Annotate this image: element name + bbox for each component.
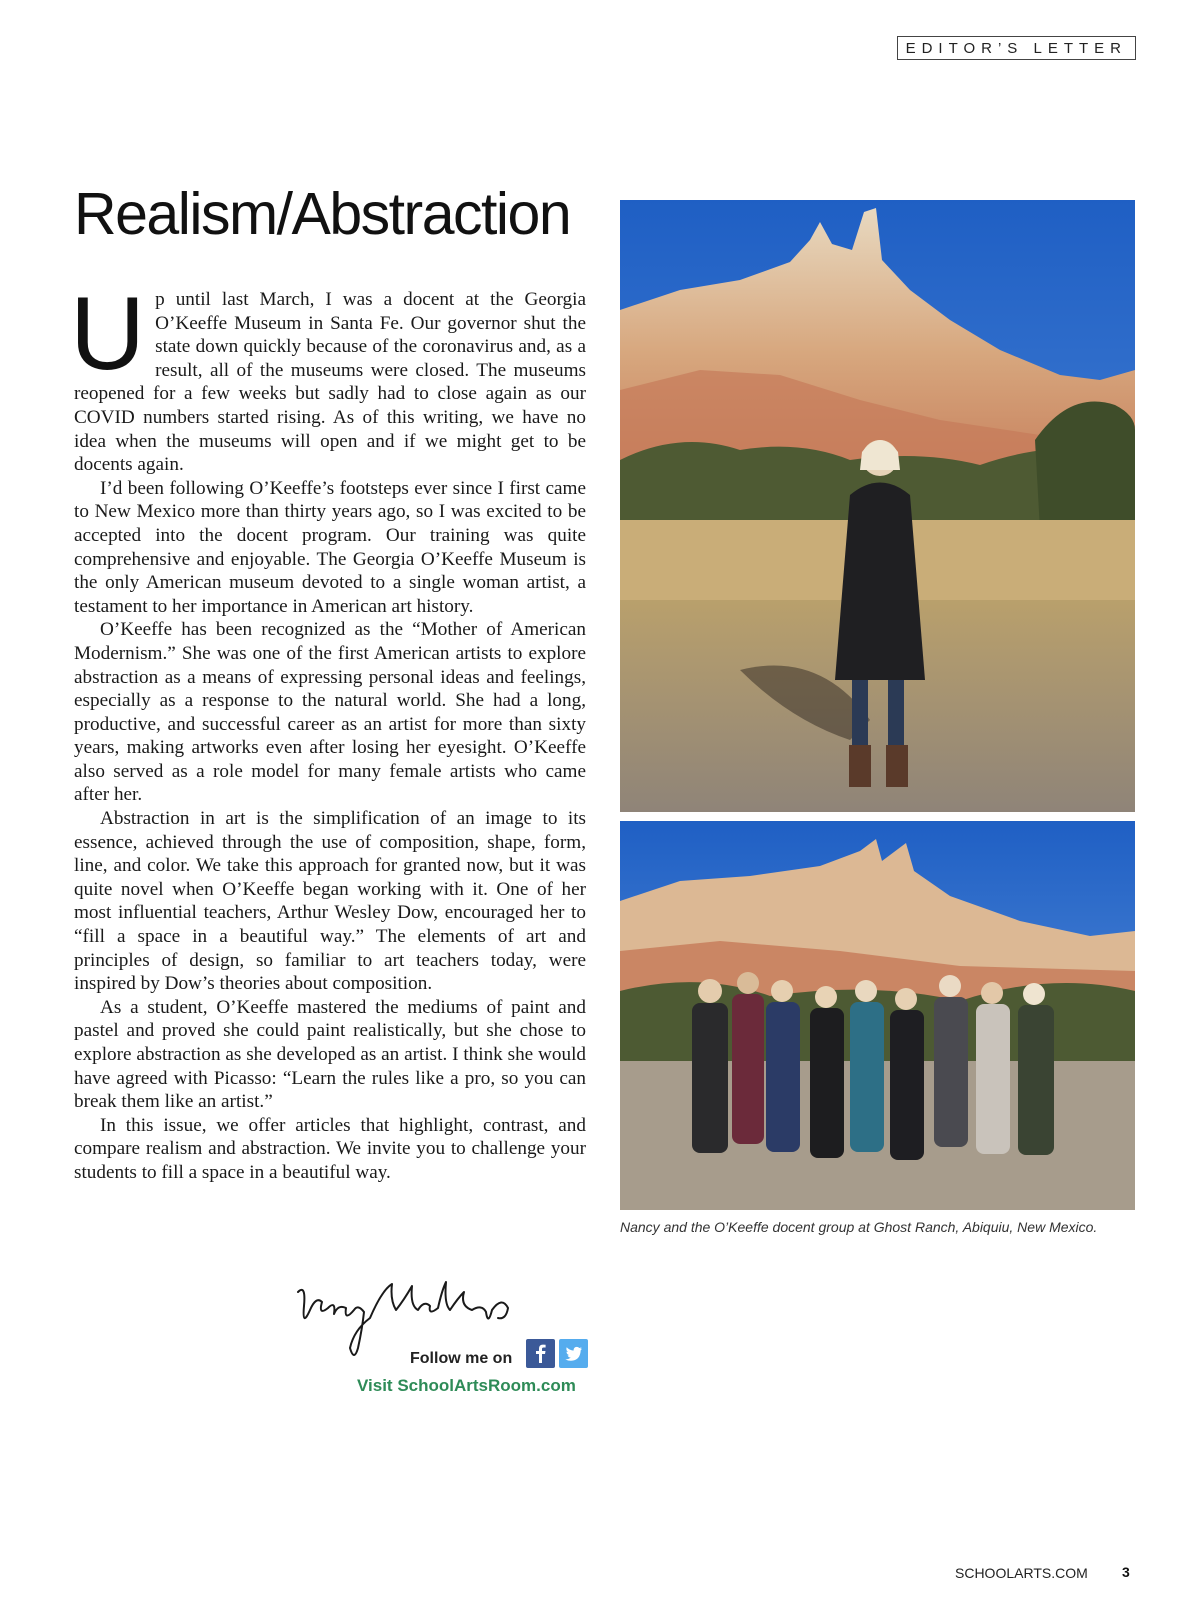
- page-number: 3: [1122, 1564, 1130, 1580]
- paragraph-4: Abstraction in art is the simplification of an image to its essence, achieved through the use of composition, shape, form, line, and color. We take this approach for granted now, but it was quite novel when O’Keeffe began working with it. One of her most influential teachers, Arthur Wesley Dow, encouraged her to “fill a space in a beautiful way.” The elements of art and principles of design, so familiar to art teachers today, were inspired by Dow’s theories about composition.: [74, 808, 586, 995]
- photo-docent-portrait: [620, 200, 1135, 812]
- article-title: Realism/Abstraction: [74, 181, 571, 247]
- section-tag: EDITOR’S LETTER: [897, 36, 1136, 60]
- paragraph-5: As a student, O’Keeffe mastered the mediums of paint and pastel and proved she could paint realistically, but she chose to explore abstraction as she developed as an artist. I think she would have agreed with Picasso: “Learn the rules like a pro, so you can break them like an artist.”: [74, 996, 586, 1113]
- twitter-icon[interactable]: [559, 1339, 588, 1368]
- paragraph-6: In this issue, we offer articles that highlight, contrast, and compare realism and abstraction. We invite you to challenge your students to fill a space in a beautiful way.: [74, 1114, 586, 1183]
- paragraph-3: O’Keeffe has been recognized as the “Mother of American Modernism.” She was one of the first American artists to explore abstraction as a means of expressing personal ideas and feelings, especially as a response to the natural world. She had a long, productive, and successful career as an artist for more than sixty years, making artworks even after losing her eyesight. O’Keeffe also served as a role model for many female artists who came after her.: [74, 619, 586, 806]
- facebook-icon[interactable]: [526, 1339, 555, 1368]
- photo-caption: Nancy and the O’Keeffe docent group at Ghost Ranch, Abiquiu, New Mexico.: [620, 1219, 1098, 1235]
- visit-link[interactable]: Visit SchoolArtsRoom.com: [357, 1376, 576, 1395]
- paragraph-2: I’d been following O’Keeffe’s footsteps ever since I first came to New Mexico more than thirty years ago, so I was excited to be accepted into the docent program. Our training was quite comprehensive and enjoyable. The Georgia O’Keeffe Museum is the only American museum devoted to a single woman artist, a testament to her importance in American art history.: [74, 477, 586, 617]
- footer-site: SCHOOLARTS.COM: [955, 1565, 1088, 1581]
- drop-cap: U: [70, 276, 146, 392]
- paragraph-1: Up until last March, I was a docent at the Georgia O’Keeffe Museum in Santa Fe. Our governor shut the state down quickly because of the coronavirus and, as a result, all of the museums were closed. The museums reopened for a few weeks but sadly had to close again as our COVID numbers started rising. As of this writing, we have no idea when the museums will open and if we might get to be docents again.: [70, 276, 586, 476]
- follow-label: Follow me on: [410, 1350, 513, 1367]
- article-body: [70, 276, 586, 1185]
- photo-docent-group: [620, 821, 1135, 1210]
